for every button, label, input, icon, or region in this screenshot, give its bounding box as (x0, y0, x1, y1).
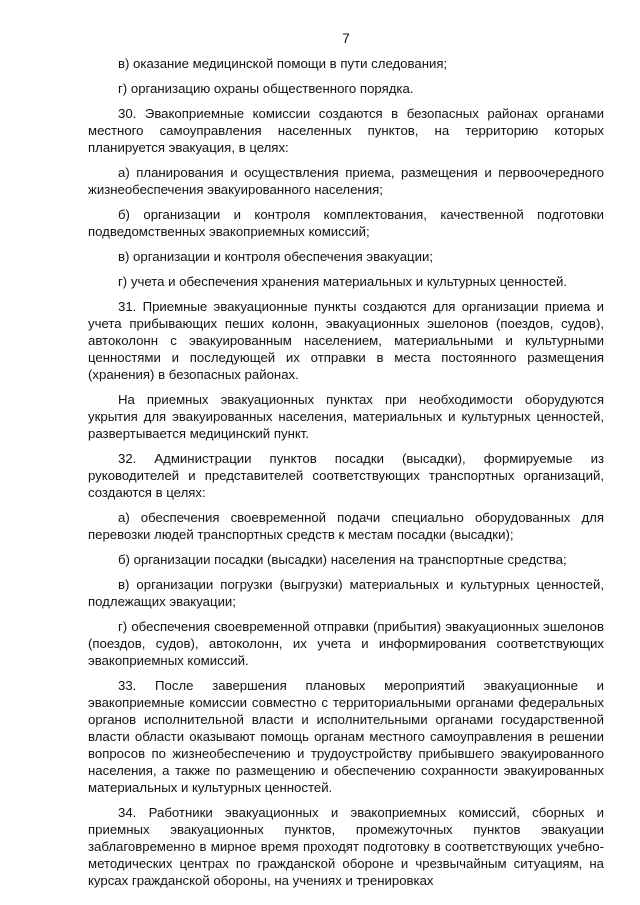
paragraph-g-public-order: г) организацию охраны общественного порядка. (118, 81, 414, 96)
paragraph-32-g: г) обеспечения своевременной отправки (прибытия) эвакуационных эшелонов (поездов, судов), автоколонн, их учета и информирования соответствующих эвакоприемных комиссий. (88, 619, 604, 668)
paragraph-30-g: г) учета и обеспечения хранения материальных и культурных ценностей. (118, 274, 568, 289)
paragraph-32: 32. Администрации пунктов посадки (высадки), формируемые из руководителей и представителей соответствующих транспортных организаций, создаются в целях: (88, 451, 604, 500)
paragraph-30-b: б) организации и контроля комплектования, качественной подготовки подведомственных эвакоприемных комиссий; (88, 207, 604, 239)
paragraph-30-a: а) планирования и осуществления приема, размещения и первоочередного жизнеобеспечения эвакуированного населения; (88, 165, 604, 197)
paragraph-31-continued: На приемных эвакуационных пунктах при необходимости оборудуются укрытия для эвакуированных населения, материальных и культурных ценностей, развертывается медицинский пункт. (88, 392, 604, 441)
paragraph-34: 34. Работники эвакуационных и эвакоприемных комиссий, сборных и приемных эвакуационных пунктов, промежуточных пунктов эвакуации заблаговременно в мирное время проходят подготовку в соответствующих учебно-методических центрах по гражданской обороне и чрезвычайным ситуациям, на курсах гражданской обороны, на учениях и тренировках (88, 805, 604, 888)
paragraph-v-medical-aid: в) оказание медицинской помощи в пути следования; (118, 56, 448, 71)
document-body (88, 55, 604, 897)
page-number: 7 (342, 31, 350, 46)
paragraph-32-v: в) организации погрузки (выгрузки) материальных и культурных ценностей, подлежащих эвакуации; (88, 577, 604, 609)
paragraph-32-a: а) обеспечения своевременной подачи специально оборудованных для перевозки людей транспортных средств к местам посадки (высадки); (88, 510, 604, 542)
paragraph-33: 33. После завершения плановых мероприятий эвакуационные и эвакоприемные комиссии совместно с территориальными органами федеральных органов исполнительной власти и исполнительными органами государственной власти области оказывают помощь органам местного самоуправления в решении вопросов по жизнеобеспечению и трудоустройству прибывшего эвакуированного населения, а также по размещению и обеспечению сохранности эвакуированных материальных и культурных ценностей. (88, 678, 604, 795)
paragraph-30: 30. Эвакоприемные комиссии создаются в безопасных районах органами местного самоуправления населенных пунктов, на территорию которых планируется эвакуация, в целях: (88, 106, 604, 155)
paragraph-30-v: в) организации и контроля обеспечения эвакуации; (118, 249, 433, 264)
paragraph-32-b: б) организации посадки (высадки) населения на транспортные средства; (118, 552, 567, 567)
paragraph-31: 31. Приемные эвакуационные пункты создаются для организации приема и учета прибывающих пеших колонн, эвакуационных эшелонов (поездов, судов), автоколонн с эвакуированным населением, материальными и культурными ценностями и последующей их отправки в места постоянного размещения (хранения) в безопасных районах. (88, 299, 604, 382)
